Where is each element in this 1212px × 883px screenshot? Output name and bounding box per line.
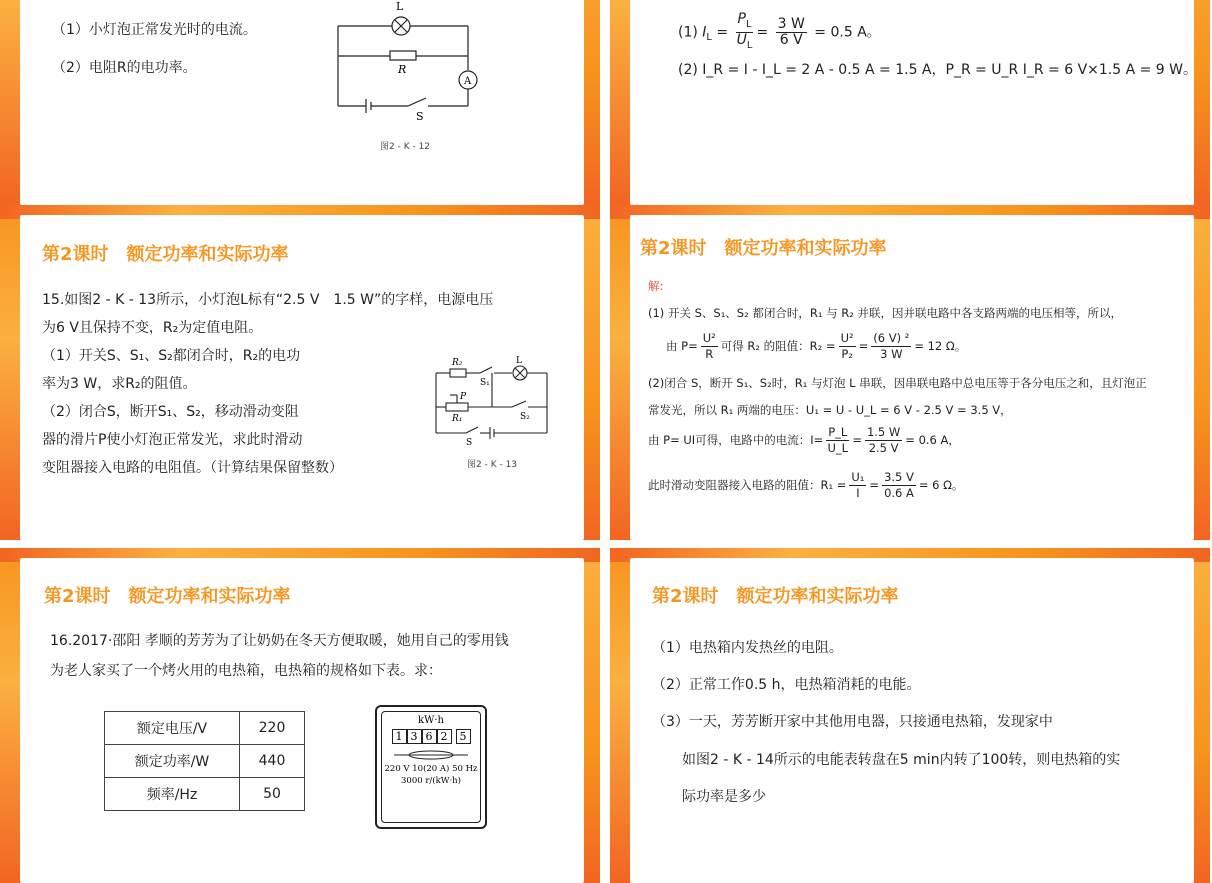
meter-digit: 2 [437, 729, 452, 744]
table-cell: 50 [240, 778, 305, 811]
problem-line-2: 为老人家买了一个烤火用的电热箱，电热箱的规格如下表。求： [50, 663, 442, 679]
problem-line-3: （1）开关S、S₁、S₂都闭合时，R₂的电功 [42, 348, 301, 364]
table-row [105, 745, 305, 778]
table-row [105, 778, 305, 811]
figure-caption: 图2 - K - 12 [380, 142, 431, 152]
slide-5 [0, 548, 600, 883]
figure-caption: 图2 - K - 13 [467, 460, 518, 470]
meter-inner [381, 711, 481, 823]
meter-unit: kW·h [418, 715, 444, 726]
problem-line-7: 变阻器接入电路的电阻值。（计算结果保留整数） [42, 460, 343, 476]
table-cell: 额定功率/W [105, 745, 240, 778]
solution-line-2: 由 P= $\frac{\text{U²}}{R}$ 可得 R₂ 的阻值：R₂ = $\frac{\text{U²}}{\text{P₂}}$ = $\frac{\text{(6 V) ²}}{3 W}$ = 12 Ω。 [666, 331, 967, 361]
circuit-diagram-13 [430, 355, 555, 445]
meter-digit: 6 [422, 729, 437, 744]
table-cell: 220 [240, 712, 305, 745]
meter-disc-icon [382, 748, 480, 762]
slide-title: 第2课时 额定功率和实际功率 [42, 244, 289, 265]
circuit-diagram-12 [330, 0, 490, 122]
problem-line-4: 率为3 W，求R₂的阻值。 [42, 376, 197, 392]
question-line-1: （1）电热箱内发热丝的电阻。 [652, 640, 843, 656]
label-S2: S₂ [520, 412, 530, 422]
label-R1: R₁ [452, 414, 463, 424]
meter-digits [382, 729, 480, 744]
solution-line-5: 由 P= UI可得，电路中的电流：I= $\frac{P\_L}{U\_L}$ = $\frac{1.5 W}{2.5 V}$ = 0.6 A， [648, 425, 960, 455]
problem-line-2: 为6 V且保持不变，R₂为定值电阻。 [42, 320, 263, 336]
solution-label: 解: [648, 279, 664, 293]
slide-3 [0, 205, 600, 540]
question-line-3: （3）一天，芳芳断开家中其他用电器，只接通电热箱，发现家中 [652, 714, 1053, 730]
question-1: （1）小灯泡正常发光时的电流。 [52, 22, 257, 38]
solution-line-3: (2)闭合 S，断开 S₁、S₂时，R₁ 与灯泡 L 串联，因串联电路中总电压等于各分电压之和，且灯泡正 [648, 376, 1147, 390]
meter-digit: 3 [407, 729, 422, 744]
meter-rev: 3000 r/(kW·h) [401, 776, 461, 786]
slide-6 [610, 548, 1210, 883]
table-cell: 440 [240, 745, 305, 778]
problem-line-1: 15.如图2 - K - 13所示，小灯泡L标有“2.5 V 1.5 W”的字样，电源电压 [42, 292, 494, 308]
table-row [105, 712, 305, 745]
solution-line-4: 常发光，所以 R₁ 两端的电压：U₁ = U - U_L = 6 V - 2.5 V = 3.5 V， [648, 403, 1012, 417]
slide-4 [610, 205, 1210, 540]
problem-line-1: 16.2017·邵阳 孝顺的芳芳为了让奶奶在冬天方便取暖，她用自己的零用钱 [50, 633, 509, 649]
spec-table [104, 711, 305, 811]
slide-title: 第2课时 额定功率和实际功率 [640, 238, 887, 259]
question-line-2: （2）正常工作0.5 h，电热箱消耗的电能。 [652, 677, 921, 693]
question-line-4: 如图2 - K - 14所示的电能表转盘在5 min内转了100转，则电热箱的实 [682, 752, 1121, 768]
solution-line-6: 此时滑动变阻器接入电路的阻值：R₁ = $\frac{\text{U₁}}{I}$ = $\frac{3.5 V}{0.6 A}$ = 6 Ω。 [648, 470, 964, 500]
label-P: P [460, 392, 467, 402]
solution-line-2: (2) I_R = I - I_L = 2 A - 0.5 A = 1.5 A，P_R = U_R I_R = 6 V×1.5 A = 9 W。 [678, 62, 1198, 78]
energy-meter [375, 705, 487, 829]
slide-title: 第2课时 额定功率和实际功率 [652, 586, 899, 607]
label-S: S [466, 438, 473, 445]
table-cell: 频率/Hz [105, 778, 240, 811]
label-R2: R₂ [452, 358, 463, 368]
label-S1: S₁ [480, 378, 490, 388]
question-2: （2）电阻R的电功率。 [52, 60, 197, 76]
meter-digit: 5 [456, 729, 471, 744]
question-line-5: 际功率是多少 [682, 789, 766, 805]
table-cell: 额定电压/V [105, 712, 240, 745]
solution-line-1: (1) $I_L$ = $\frac{P_L}{U_L}$ = $\frac{3 W}{6 V}$ = 0.5 A。 [678, 11, 881, 51]
label-L: L [516, 356, 522, 366]
problem-line-6: 器的滑片P使小灯泡正常发光，求此时滑动 [42, 432, 303, 448]
slide-title: 第2课时 额定功率和实际功率 [44, 586, 291, 607]
problem-line-5: （2）闭合S，断开S₁、S₂，移动滑动变阻 [42, 404, 299, 420]
slide-2 [610, 0, 1210, 205]
meter-digit: 1 [392, 729, 407, 744]
label-R: R [398, 63, 407, 76]
label-S: S [416, 110, 424, 122]
solution-line-1: (1) 开关 S、S₁、S₂ 都闭合时，R₁ 与 R₂ 并联，因并联电路中各支路两端的电压相等，所以， [648, 306, 1123, 320]
label-A: A [464, 76, 472, 87]
meter-spec: 220 V 10(20 A) 50 Hz [384, 764, 478, 774]
label-L: L [396, 0, 404, 13]
slide-1 [0, 0, 600, 205]
